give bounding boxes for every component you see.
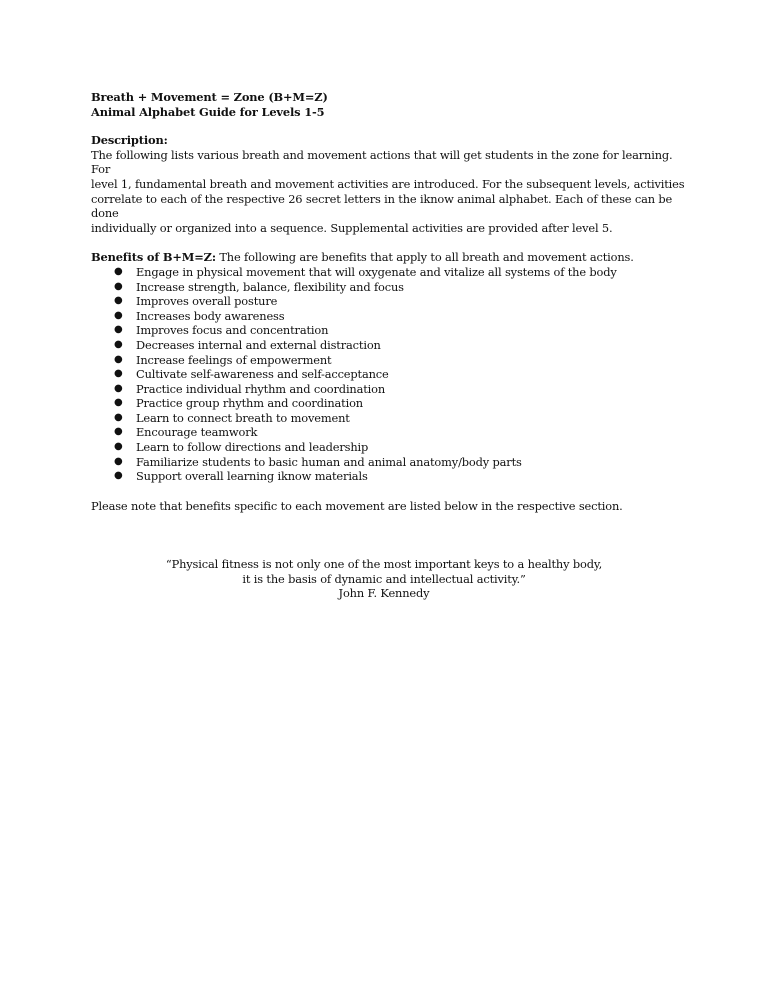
- list-item: [91, 469, 691, 484]
- bullet-icon: ●: [114, 368, 123, 380]
- benefit-text: Encourage teamwork: [136, 425, 258, 440]
- benefit-text: Engage in physical movement that will oxygenate and vitalize all systems of the body: [136, 264, 617, 279]
- document-body: [91, 90, 691, 513]
- benefits-intro: [91, 250, 691, 265]
- quote-author: John F. Kennedy: [338, 586, 430, 601]
- list-item: [91, 265, 691, 280]
- bullet-icon: ●: [114, 280, 123, 292]
- quote-block: [91, 557, 677, 601]
- benefit-text: Practice group rhythm and coordination: [136, 396, 363, 411]
- bullet-icon: ●: [114, 295, 123, 307]
- bullet-icon: ●: [114, 324, 123, 336]
- list-item: [91, 425, 691, 440]
- list-item: [91, 353, 691, 368]
- title-line-2: Animal Alphabet Guide for Levels 1-5: [91, 104, 325, 119]
- quote-line-2: it is the basis of dynamic and intellectual activity.”: [242, 571, 526, 586]
- bullet-icon: ●: [114, 470, 123, 482]
- description-line: The following lists various breath and movement actions that will get students in the zone for learning. For: [91, 147, 673, 177]
- benefit-text: Increase strength, balance, flexibility and focus: [136, 279, 404, 294]
- benefit-text: Increase feelings of empowerment: [136, 352, 332, 367]
- description-paragraph: [91, 148, 691, 236]
- list-item: [91, 367, 691, 382]
- benefits-list: [91, 265, 691, 484]
- list-item: [91, 294, 691, 309]
- benefit-text: Increases body awareness: [136, 308, 285, 323]
- benefit-text: Learn to connect breath to movement: [136, 410, 350, 425]
- benefit-text: Decreases internal and external distraction: [136, 337, 381, 352]
- list-item: [91, 309, 691, 324]
- bullet-icon: ●: [114, 411, 123, 423]
- bullet-icon: ●: [114, 382, 123, 394]
- bullet-icon: ●: [114, 455, 123, 467]
- description-line: correlate to each of the respective 26 secret letters in the iknow animal alphabet. Each of these can be done: [91, 191, 673, 221]
- bullet-icon: ●: [114, 441, 123, 453]
- list-item: [91, 396, 691, 411]
- benefits-intro-text: The following are benefits that apply to all breath and movement actions.: [215, 250, 634, 265]
- benefit-text: Improves overall posture: [136, 294, 278, 309]
- benefit-text: Familiarize students to basic human and animal anatomy/body parts: [136, 454, 522, 469]
- bullet-icon: ●: [114, 426, 123, 438]
- bullet-icon: ●: [114, 353, 123, 365]
- list-item: [91, 280, 691, 295]
- description-heading: Description:: [91, 133, 168, 148]
- benefit-text: Support overall learning iknow materials: [136, 469, 368, 484]
- benefit-text: Practice individual rhythm and coordination: [136, 381, 386, 396]
- list-item: [91, 440, 691, 455]
- benefit-text: Learn to follow directions and leadership: [136, 440, 369, 455]
- benefit-text: Improves focus and concentration: [136, 323, 329, 338]
- bullet-icon: ●: [114, 309, 123, 321]
- description-line: level 1, fundamental breath and movement activities are introduced. For the subsequent levels, activities: [91, 176, 685, 191]
- list-item: [91, 411, 691, 426]
- bullet-icon: ●: [114, 265, 123, 277]
- list-item: [91, 323, 691, 338]
- bullet-icon: ●: [114, 397, 123, 409]
- benefit-text: Cultivate self-awareness and self-acceptance: [136, 367, 389, 382]
- quote-line-1: “Physical fitness is not only one of the most important keys to a healthy body,: [165, 557, 603, 571]
- list-item: [91, 455, 691, 470]
- title-line-1: Breath + Movement = Zone (B+M=Z): [91, 90, 328, 104]
- list-item: [91, 338, 691, 353]
- list-item: [91, 382, 691, 397]
- note-paragraph: Please note that benefits specific to each movement are listed below in the respective section.: [91, 498, 623, 513]
- benefits-label: Benefits of B+M=Z:: [91, 250, 216, 265]
- description-line: individually or organized into a sequence. Supplemental activities are provided after level 5.: [91, 220, 613, 235]
- bullet-icon: ●: [114, 338, 123, 350]
